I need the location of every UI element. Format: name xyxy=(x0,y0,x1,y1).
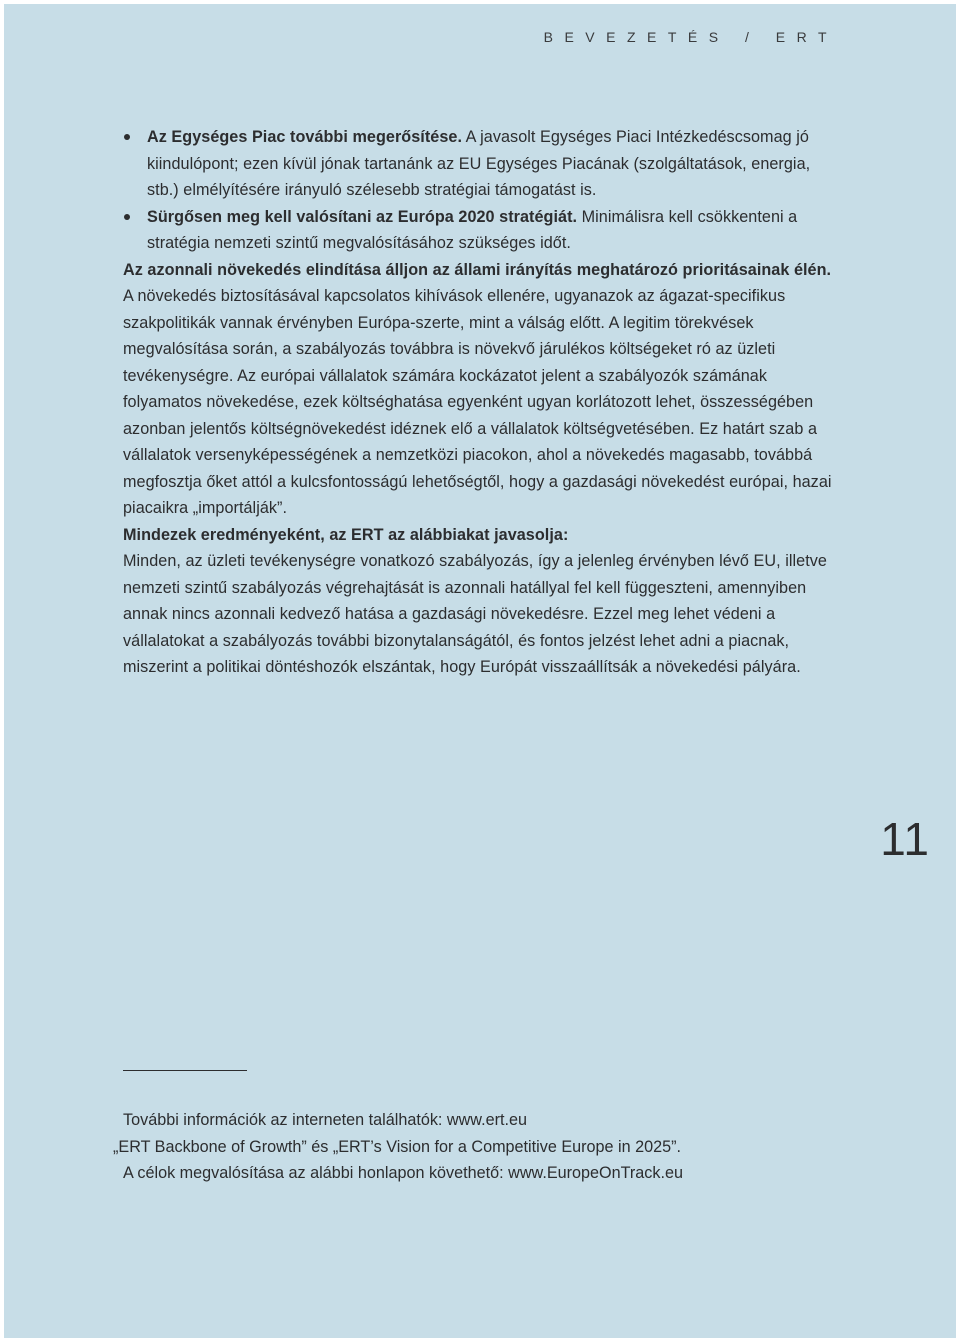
bullet-dot-icon xyxy=(124,214,130,220)
page xyxy=(4,4,956,1338)
bullet-text: A javasolt Egységes Piaci Intézkedéscsomag jó kiindulópont; ezen kívül jónak tartanánk az EU Egységes Piacának (szolgáltatások, energia, stb.) elmélyítésére irányuló szélesebb stratégiai támogatást is. xyxy=(147,128,811,199)
bullet-item xyxy=(123,124,837,204)
paragraph-text: A növekedés biztosításával kapcsolatos kihívások ellenére, ugyanazok az ágazat-specifikus szakpolitikák vannak érvényben Európa-szerte, mint a válság előtt. A legitim törekvések megvalósítása során, a szabályozás továbbra is növekvő járulékos költségeket ró az üzleti tevékenységre. Az európai vállalatok számára kockázatot jelent a szabályozók számának folyamatos növekedése, ezek költséghatása egyenként ugyan korlátozott lehet, összességében azonban jelentős költségnövekedést idéznek elő a vállalatok költségvetésében. Ez határt szab a vállalatok versenyképességének a nemzetközi piacokon, ahol a növekedés magasabb, továbbá megfosztja őket attól a kulcsfontosságú lehetőségtől, hogy a gazdasági növekedést európai, hazai piacaikra „importálják”. xyxy=(123,287,832,517)
footnote-divider xyxy=(123,1070,247,1071)
bullet-item xyxy=(123,204,837,257)
paragraph-lead: Az azonnali növekedés elindítása álljon az állami irányítás meghatározó prioritásainak élén. xyxy=(123,260,832,279)
bullet-lead: Az Egységes Piac további megerősítése. xyxy=(147,128,462,146)
bullet-list xyxy=(123,124,837,257)
bullet-lead: Sürgősen meg kell valósítani az Európa 2020 stratégiát. xyxy=(147,207,578,226)
bullet-dot-icon xyxy=(124,134,130,140)
footnote-line: „ERT Backbone of Growth” és „ERT’s Vision for a Competitive Europe in 2025”. xyxy=(113,1137,682,1156)
running-header: BEVEZETÉS / ERT xyxy=(543,29,838,45)
footnote-line: A célok megvalósítása az alábbi honlapon követhető: www.EuropeOnTrack.eu xyxy=(123,1164,683,1182)
footnote-line: További információk az interneten találhatók: www.ert.eu xyxy=(123,1111,527,1129)
body-text xyxy=(123,124,837,681)
bullet-text: Minimálisra kell csökkenteni a stratégia nemzeti szintű megvalósításához szükséges időt. xyxy=(147,207,798,252)
recommendation-heading: Mindezek eredményeként, az ERT az alábbiakat javasolja: xyxy=(123,525,569,544)
paragraph-growth xyxy=(123,257,837,522)
recommendation-text: Minden, az üzleti tevékenységre vonatkozó szabályozás, így a jelenleg érvényben lévő EU, illetve nemzeti szintű szabályozás végrehajtását is azonnali hatállyal fel kell függeszteni, amennyiben annak nincs azonnali kedvező hatása a gazdasági növekedésre. Ezzel meg lehet védeni a vállalatokat a szabályozás további bizonytalanságától, és fontos jelzést lehet adni a piacnak, miszerint a politikai döntéshozók elszántak, hogy Európát visszaállítsák a növekedési pályára. xyxy=(123,552,827,676)
page-number: 11 xyxy=(880,813,930,865)
footnotes xyxy=(113,1107,843,1187)
